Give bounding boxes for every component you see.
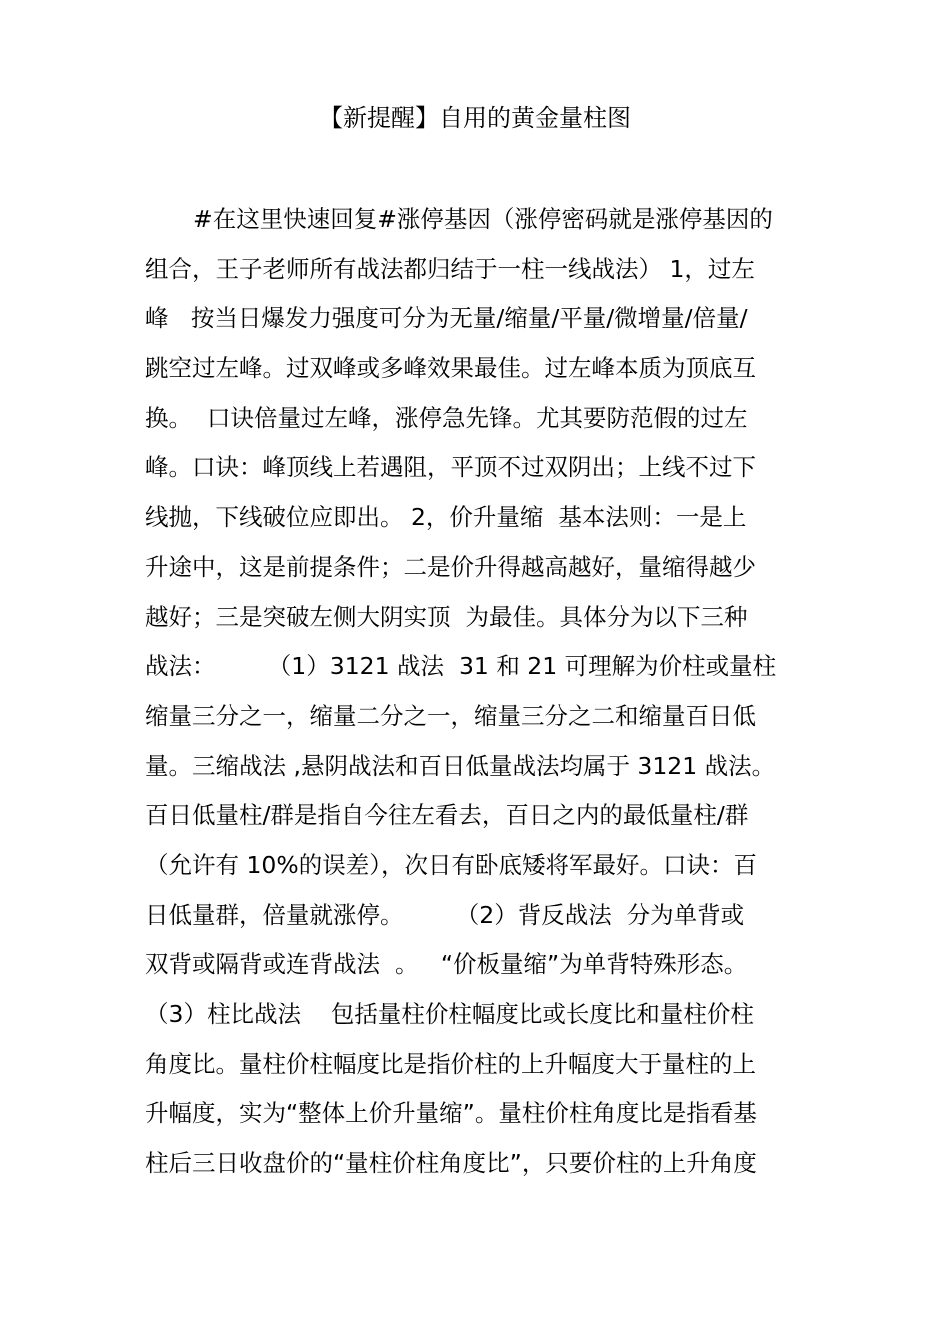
body-line: 升幅度，实为“整体上价升量缩”。量柱价柱角度比是指看基 xyxy=(145,1099,757,1128)
body-line: 峰。口诀：峰顶线上若遇阻，平顶不过双阴出；上线不过下 xyxy=(145,453,756,482)
body-line: 换。 口诀倍量过左峰，涨停急先锋。尤其要防范假的过左 xyxy=(145,403,748,432)
body-line: 越好；三是突破左侧大阴实顶 为最佳。具体分为以下三种 xyxy=(145,602,748,631)
body-line: 战法： （1）3121 战法 31 和 21 可理解为价柱或量柱 xyxy=(145,652,777,681)
body-line: #在这里快速回复#涨停基因（涨停密码就是涨停基因的 xyxy=(193,205,773,233)
body-line: 双背或隔背或连背战法 。 “价板量缩”为单背特殊形态。 xyxy=(145,950,748,979)
body-line: 峰 按当日爆发力强度可分为无量/缩量/平量/微增量/倍量/ xyxy=(145,304,748,333)
body-line: 组合，王子老师所有战法都归结于一柱一线战法） 1，过左 xyxy=(145,254,755,283)
document-title: 【新提醒】自用的黄金量柱图 xyxy=(319,104,631,132)
body-line: （允许有 10%的误差），次日有卧底矮将军最好。口诀：百 xyxy=(145,850,757,879)
body-line: 线抛，下线破位应即出。 2，价升量缩 基本法则：一是上 xyxy=(145,503,747,532)
body-line: （3）柱比战法 包括量柱价柱幅度比或长度比和量柱价柱 xyxy=(145,1000,754,1028)
document-body xyxy=(145,195,810,1189)
body-line: 量。三缩战法 ,悬阴战法和百日低量战法均属于 3121 战法。 xyxy=(145,751,776,780)
body-line: 缩量三分之一，缩量二分之一，缩量三分之二和缩量百日低 xyxy=(145,701,756,730)
body-line: 百日低量柱/群是指自今往左看去，百日之内的最低量柱/群 xyxy=(145,801,749,830)
body-line: 跳空过左峰。过双峰或多峰效果最佳。过左峰本质为顶底互 xyxy=(145,354,756,383)
body-line: 升途中，这是前提条件；二是价升得越高越好，量缩得越少 xyxy=(145,552,756,581)
body-line: 柱后三日收盘价的“量柱价柱角度比”，只要价柱的上升角度 xyxy=(145,1149,757,1178)
body-line: 角度比。量柱价柱幅度比是指价柱的上升幅度大于量柱的上 xyxy=(145,1049,756,1078)
body-line: 日低量群，倍量就涨停。 （2）背反战法 分为单背或 xyxy=(145,900,745,929)
